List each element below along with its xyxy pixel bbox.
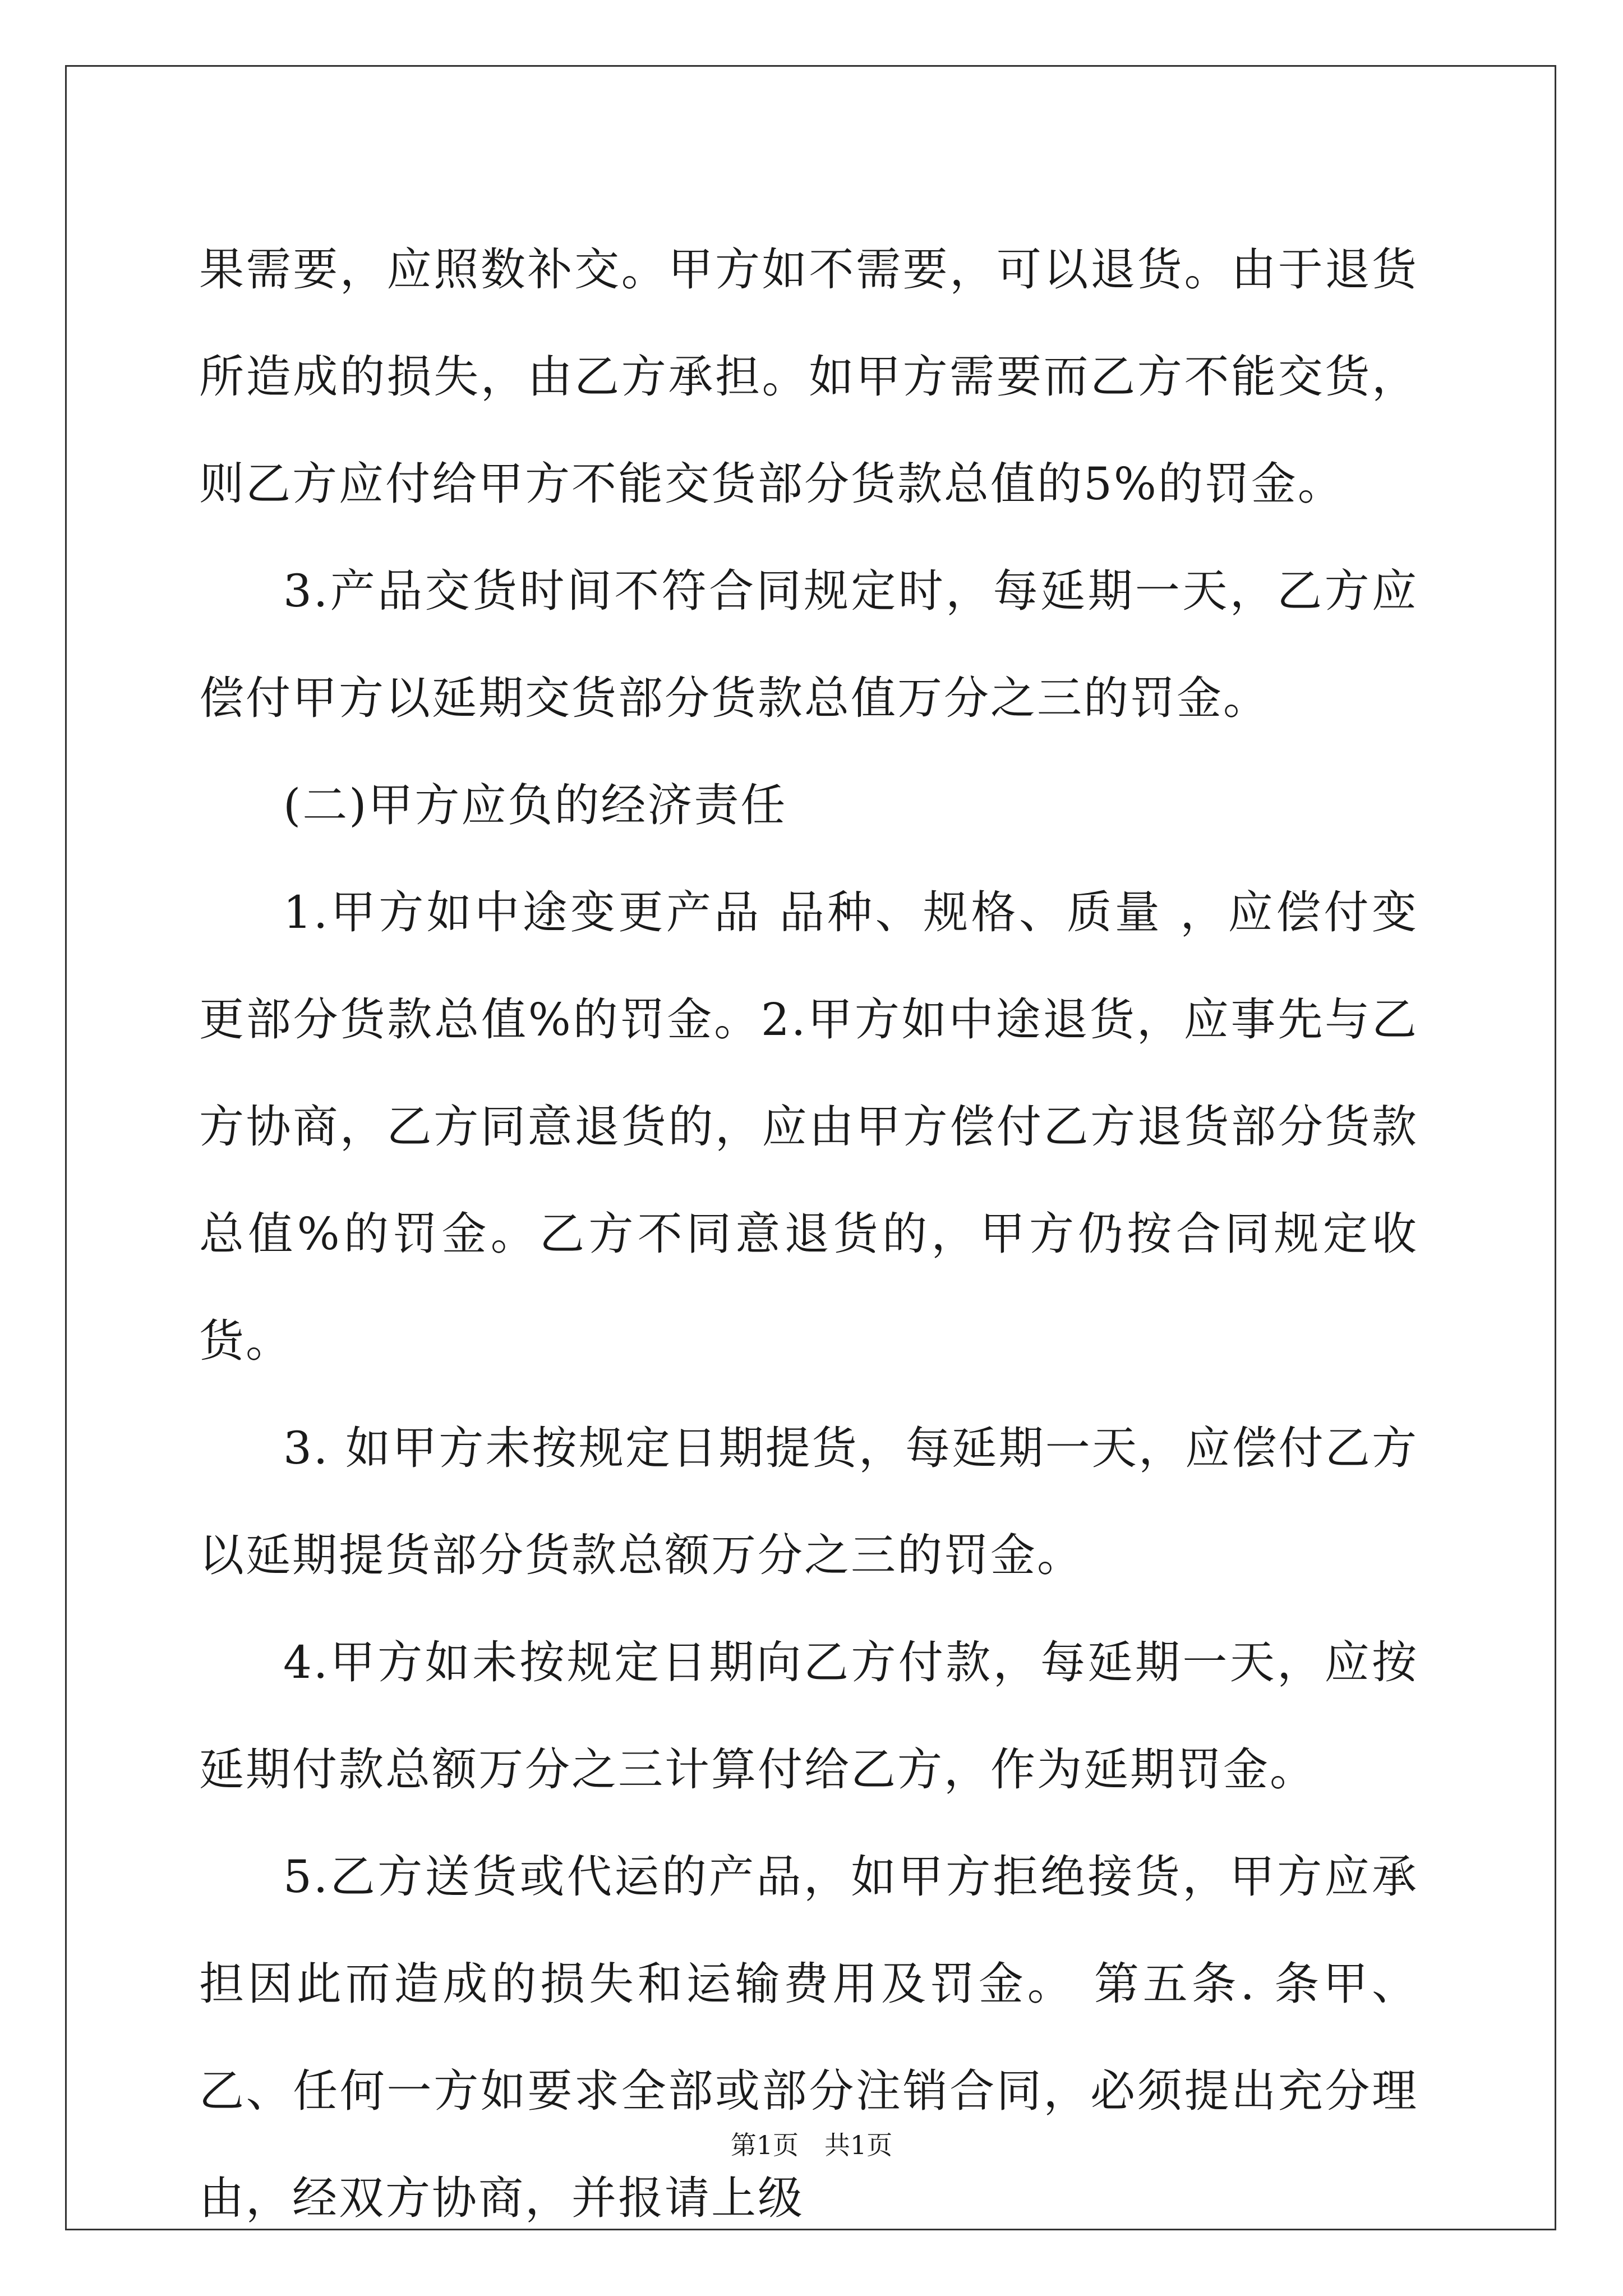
paragraph-item-5: 5.乙方送货或代运的产品，如甲方拒绝接货，甲方应承担因此而造成的损失和运输费用及罚金。 第五条. 条甲、乙、任何一方如要求全部或部分注销合同，必须提出充分理由，经双方协商，并报请上级 [199, 1851, 1418, 2224]
paragraph-item-1-2: 1.甲方如中途变更产品 品种、规格、质量 ，应偿付变更部分货款总值%的罚金。2.甲方如中途退货，应事先与乙方协商，乙方同意退货的，应由甲方偿付乙方退货部分货款总值%的罚金。乙方不同意退货的，甲方仍按合同规定收货。 [199, 886, 1418, 1367]
section-heading: (二)甲方应负的经济责任 [283, 779, 787, 831]
page-number: 第1页 [730, 2130, 799, 2160]
paragraph-item-3b: 3. 如甲方未按规定日期提货，每延期一天，应偿付乙方以延期提货部分货款总额万分之三的罚金。 [199, 1422, 1418, 1581]
page-footer [0, 2125, 1623, 2162]
paragraph-continued: 果需要，应照数补交。甲方如不需要，可以退货。由于退货所造成的损失，由乙方承担。如甲方需要而乙方不能交货，则乙方应付给甲方不能交货部分货款总值的5%的罚金。 [199, 243, 1418, 510]
paragraph-item-3: 3.产品交货时间不符合同规定时，每延期一天，乙方应偿付甲方以延期交货部分货款总值万分之三的罚金。 [199, 565, 1418, 724]
paragraph-item-4: 4.甲方如未按规定日期向乙方付款，每延期一天，应按延期付款总额万分之三计算付给乙方，作为延期罚金。 [199, 1636, 1418, 1796]
page-total: 共1页 [824, 2130, 893, 2160]
document-body [199, 216, 1418, 2252]
